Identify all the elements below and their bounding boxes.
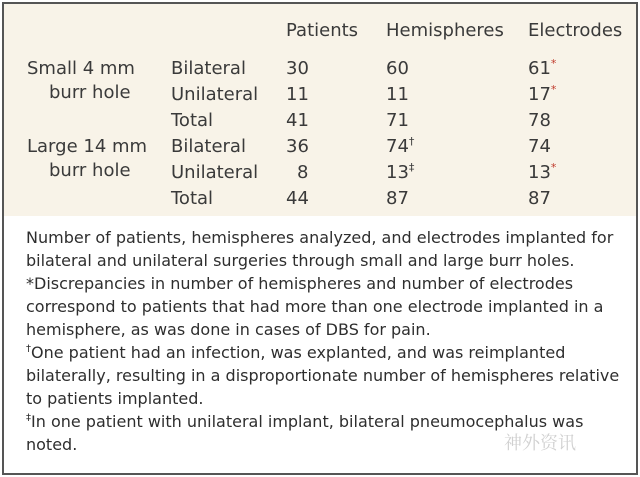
- cell-patients: 30: [286, 58, 309, 79]
- cell-patients: 36: [286, 136, 309, 157]
- watermark: 神外资讯: [504, 433, 576, 454]
- footnote-star: *Discrepancies in number of hemispheres and number of electrodes correspond to patients that had more than one electrode implanted in a hemisphere, as was done in cases of DBS for pain.: [26, 274, 604, 339]
- cell-hemispheres: 11: [386, 84, 409, 105]
- caption-summary: Number of patients, hemispheres analyzed, and electrodes implanted for bilateral and unilateral surgeries through small and large burr holes.: [26, 228, 614, 270]
- hemispheres-footnote-mark: ‡: [408, 161, 415, 174]
- cell-patients: 8: [297, 162, 309, 183]
- header-electrodes: Electrodes: [528, 20, 623, 41]
- cell-electrodes: 13*: [528, 161, 557, 183]
- electrodes-footnote-mark: *: [550, 83, 557, 96]
- cell-hemispheres: 60: [386, 58, 409, 79]
- footnote-double-dagger: ‡In one patient with unilateral implant, bilateral pneumocephalus was noted.: [26, 412, 584, 454]
- footnote-double-dagger-symbol: ‡: [26, 412, 31, 424]
- footnote-star-symbol: *: [26, 274, 34, 293]
- cell-hemispheres: 13‡: [386, 161, 415, 183]
- electrodes-footnote-mark: *: [550, 57, 557, 70]
- cell-electrodes: 74: [528, 136, 551, 157]
- cell-electrodes: 17*: [528, 83, 557, 105]
- group-small-label: Small 4 mm: [27, 58, 135, 79]
- row-type: Bilateral: [171, 58, 246, 79]
- table-frame: [2, 2, 638, 475]
- cell-electrodes: 87: [528, 188, 551, 209]
- header-patients: Patients: [286, 20, 359, 41]
- footnote-dagger: †One patient had an infection, was explanted, and was reimplanted bilaterally, resulting in a disproportionate number of hemispheres relative to patients implanted.: [26, 343, 620, 408]
- cell-electrodes: 61*: [528, 57, 557, 79]
- cell-hemispheres: 71: [386, 110, 409, 131]
- cell-hemispheres: 87: [386, 188, 409, 209]
- group-large-label: Large 14 mm: [27, 136, 148, 157]
- row-type: Total: [171, 110, 214, 131]
- cell-hemispheres: 74†: [386, 135, 415, 157]
- electrodes-footnote-mark: *: [550, 161, 557, 174]
- row-type: Bilateral: [171, 136, 246, 157]
- hemispheres-footnote-mark: †: [408, 135, 415, 148]
- footnote-dagger-symbol: †: [26, 343, 31, 355]
- cell-electrodes: 78: [528, 110, 551, 131]
- row-type: Unilateral: [171, 84, 259, 105]
- group-large-label-line2: burr hole: [49, 160, 131, 181]
- data-table: [4, 4, 636, 216]
- cell-patients: 41: [286, 110, 309, 131]
- row-type: Total: [171, 188, 214, 209]
- group-small-label-line2: burr hole: [49, 82, 131, 103]
- table-caption: [26, 226, 626, 456]
- cell-patients: 44: [286, 188, 309, 209]
- header-hemispheres: Hemispheres: [386, 20, 504, 41]
- row-type: Unilateral: [171, 162, 259, 183]
- cell-patients: 11: [286, 84, 309, 105]
